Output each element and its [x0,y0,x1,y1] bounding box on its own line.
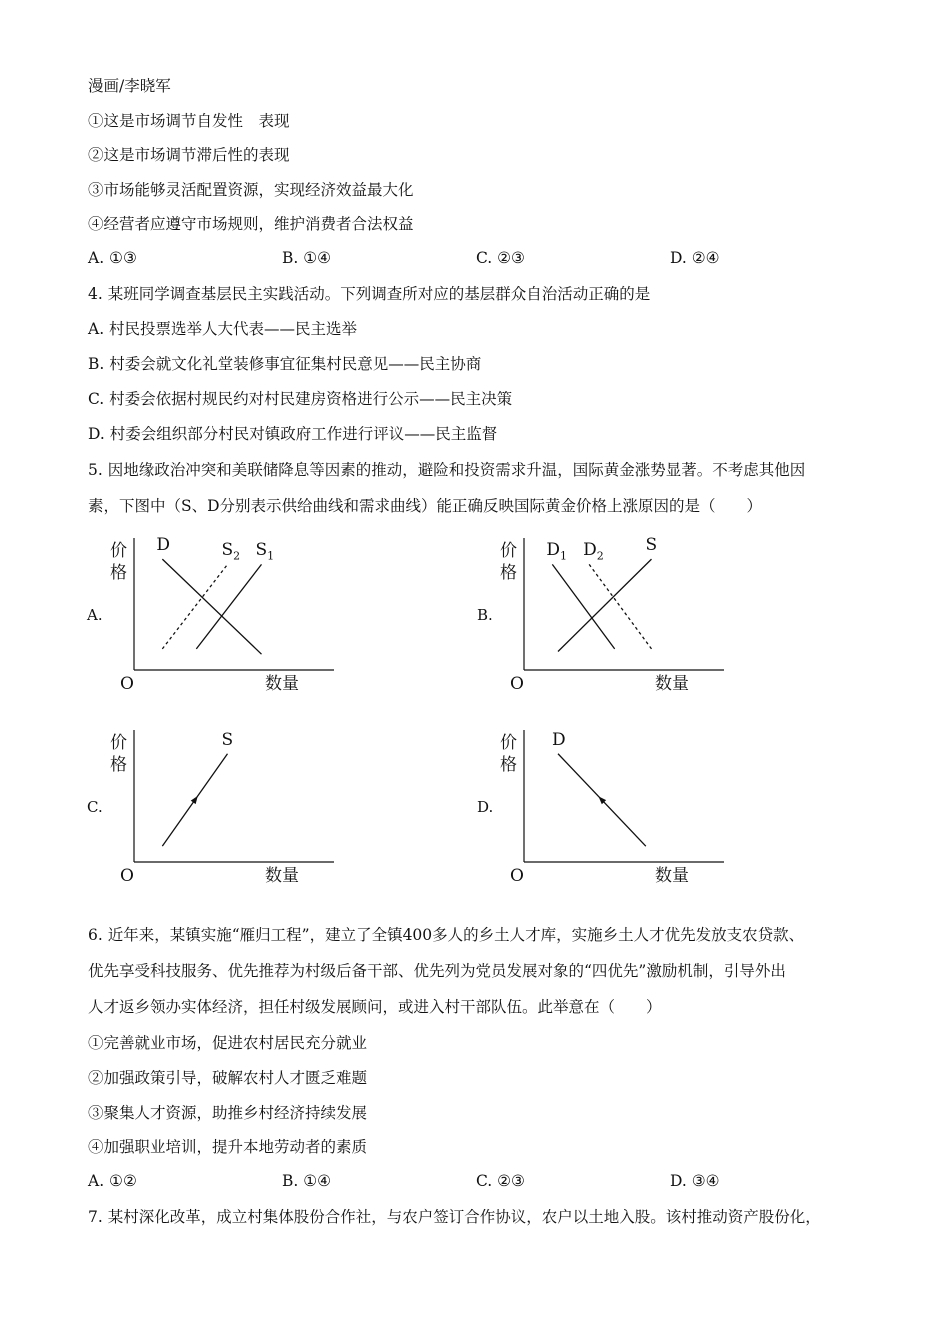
curve-s2 [162,564,227,648]
curve-label [222,540,241,566]
x-axis-label: 数量 [265,674,299,694]
chart-b [470,530,710,700]
curve-arrow [191,796,198,804]
q6-statement-1: ①完善就业市场，促进农村居民充分就业 [88,1034,368,1052]
y-axis-label: 价格 [500,541,517,583]
curve-label [256,540,275,566]
option-label: D. [477,798,494,816]
curve-label [552,730,566,750]
x-axis-label: 数量 [655,674,689,694]
q6-stem-line-3: 人才返乡领办实体经济，担任村级发展顾问，或进入村干部队伍。此举意在（ ） [88,998,662,1016]
origin-label: O [510,866,524,886]
q3-statement-3: ③市场能够灵活配置资源，实现经济效益最大化 [88,181,414,199]
q6-stem-line-1: 6. 近年来，某镇实施“雁归工程”，建立了全镇400多人的乡土人才库，实施乡土人才优先发放支农贷款、 [88,926,805,944]
y-axis-label: 价格 [500,733,517,775]
q4-option-d: D. 村委会组织部分村民对镇政府工作进行评议——民主监督 [88,425,498,443]
curve-label-subscript: 1 [267,549,275,563]
curve-label-letter: S [645,535,658,556]
q6-statement-3: ③聚集人才资源，助推乡村经济持续发展 [88,1104,368,1122]
option-label: C. [87,798,103,816]
q4-option-b: B. 村委会就文化礼堂装修事宜征集村民意见——民主协商 [88,355,482,373]
curve-label-subscript: 1 [559,549,567,563]
chart-c [80,722,320,892]
q6-option-a: A. ①② [88,1172,137,1190]
curve-d [162,559,261,654]
y-axis-label: 价格 [110,541,127,583]
q6-option-b: B. ①④ [282,1172,332,1190]
cartoon-credit: 漫画/李晓军 [88,77,171,95]
x-axis-label: 数量 [655,866,689,886]
curve-label [156,535,170,555]
curve-label-letter: D [583,540,597,561]
curve-label-letter: S [255,540,268,561]
q7-stem: 7. 某村深化改革，成立村集体股份合作社，与农户签订合作协议，农户以土地入股。该村推动资产股份化， [88,1208,821,1226]
origin-label: O [510,674,524,694]
x-axis-label: 数量 [265,866,299,886]
q3-statement-4: ④经营者应遵守市场规则，维护消费者合法权益 [88,215,414,233]
q6-option-c: C. ②③ [476,1172,525,1190]
q6-stem-line-2: 优先享受科技服务、优先推荐为村级后备干部、优先列为党员发展对象的“四优先”激励机制，引导外出 [88,962,786,980]
curve-label [583,540,604,566]
q4-stem: 4. 某班同学调查基层民主实践活动。下列调查所对应的基层群众自治活动正确的是 [88,285,651,303]
chart-d [470,722,710,892]
q3-statement-2: ②这是市场调节滞后性的表现 [88,146,290,164]
origin-label: O [120,674,134,694]
q6-option-d: D. ③④ [670,1172,720,1190]
curve-label-letter: S [221,540,234,561]
curve-label [222,730,234,750]
curve-d2 [589,564,651,648]
option-label: B. [477,606,493,624]
curve-label [546,540,567,566]
curve-d1 [552,564,614,648]
curve-label-letter: D [546,540,560,561]
option-label: A. [87,606,103,624]
curve-label-subscript: 2 [233,549,241,563]
curve-s [558,559,652,651]
q5-stem-line-2: 素，下图中（S、D分别表示供给曲线和需求曲线）能正确反映国际黄金价格上涨原因的是（ ） [88,497,763,515]
q5-stem-line-1: 5. 因地缘政治冲突和美联储降息等因素的推动，避险和投资需求升温，国际黄金涨势显著。不考虑其他因 [88,461,806,479]
curve-label-letter: S [221,729,234,750]
y-axis-label: 价格 [110,733,127,775]
origin-label: O [120,866,134,886]
q3-statement-1: ①这是市场调节自发性 表现 [88,112,290,130]
curve-label-letter: D [156,535,170,556]
curve-label-letter: D [552,729,566,750]
q4-option-a: A. 村民投票选举人大代表——民主选举 [88,320,358,338]
q3-option-d: D. ②④ [670,249,720,267]
q6-statement-2: ②加强政策引导，破解农村人才匮乏难题 [88,1069,368,1087]
chart-a [80,530,320,700]
curve-s1 [196,564,261,648]
curve-label-subscript: 2 [596,549,604,563]
q6-statement-4: ④加强职业培训，提升本地劳动者的素质 [88,1138,368,1156]
q3-option-a: A. ①③ [88,249,137,267]
q4-option-c: C. 村委会依据村规民约对村民建房资格进行公示——民主决策 [88,390,513,408]
q3-option-b: B. ①④ [282,249,332,267]
q3-option-c: C. ②③ [476,249,525,267]
curve-label [646,535,658,555]
